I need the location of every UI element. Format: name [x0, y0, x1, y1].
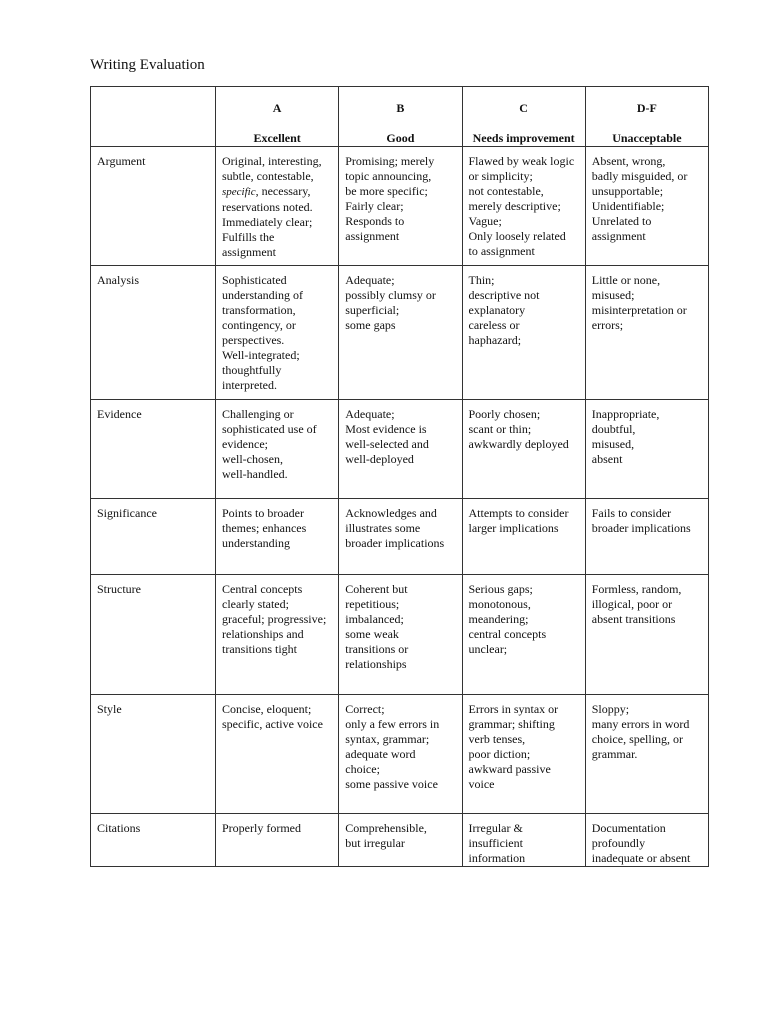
cell-text-line: possibly clumsy or [345, 288, 436, 302]
cell-citations-a [216, 814, 339, 867]
cell-text-line: Fairly clear; [345, 199, 404, 213]
cell-text-line: many errors in word [591, 717, 690, 731]
document-title: Writing Evaluation [90, 57, 205, 73]
cell-text-line: imbalanced; [345, 612, 404, 626]
cell-analysis-a [216, 266, 339, 400]
cell-text-line: contingency, or [222, 318, 296, 332]
cell-text-line: themes; enhances [222, 521, 307, 535]
cell-text-line: understanding of [222, 288, 303, 302]
cell-text-line: doubtful, [591, 422, 636, 436]
cell-significance-c [462, 499, 585, 575]
cell-style-d-f [585, 695, 708, 814]
cell-text-line: Central concepts [222, 582, 303, 596]
cell-text-line: be more specific; [345, 184, 428, 198]
cell-argument-a [216, 147, 339, 266]
rubric-row-evidence [91, 400, 709, 499]
column-header-c [462, 87, 585, 147]
cell-evidence-c [462, 400, 585, 499]
cell-text-line: Sloppy; [591, 702, 630, 716]
cell-text-line: haphazard; [468, 333, 522, 347]
cell-text-line: clearly stated; [222, 597, 289, 611]
cell-text-line: misinterpretation or [591, 303, 687, 317]
cell-text-line: not contestable, [468, 184, 544, 198]
column-header-a [216, 87, 339, 147]
cell-evidence-d-f [585, 400, 708, 499]
cell-text-line: only a few errors in [345, 717, 440, 731]
cell-structure-b [339, 575, 462, 695]
header-row [91, 87, 709, 147]
cell-analysis-b [339, 266, 462, 400]
criterion-label: Argument [91, 147, 216, 266]
cell-text-line: insufficient [468, 836, 523, 850]
cell-text-line: assignment [591, 229, 646, 243]
criterion-label: Significance [91, 499, 216, 575]
cell-text-line: perspectives. [222, 333, 285, 347]
cell-text-line: descriptive not [468, 288, 540, 302]
cell-style-a [216, 695, 339, 814]
cell-text-line: Promising; merely [345, 154, 435, 168]
cell-text-line: or simplicity; [468, 169, 533, 183]
column-header-d-f [585, 87, 708, 147]
cell-text-line: subtle, contestable, [222, 169, 314, 183]
rubric-row-argument [91, 147, 709, 266]
corner-cell [91, 87, 216, 147]
cell-text-line: syntax, grammar; [345, 732, 430, 746]
cell-text-line: Original, interesting, [222, 154, 322, 168]
cell-text-line: Errors in syntax or [468, 702, 559, 716]
cell-text-line: monotonous, [468, 597, 531, 611]
cell-text-line: Serious gaps; [468, 582, 533, 596]
cell-text-line: interpreted. [222, 378, 277, 392]
cell-text-line: Only loosely related [468, 229, 566, 243]
cell-text-line: Coherent but [345, 582, 408, 596]
grade-label: Excellent [253, 131, 301, 145]
cell-text-line: Irregular & [468, 821, 523, 835]
cell-text-line: grammar. [591, 747, 638, 761]
cell-text-line: Correct; [345, 702, 385, 716]
criterion-label: Analysis [91, 266, 216, 400]
cell-text-line: verb tenses, [468, 732, 526, 746]
cell-text-line: understanding [222, 536, 290, 550]
cell-text-line: superficial; [345, 303, 400, 317]
cell-text-line: some gaps [345, 318, 396, 332]
cell-evidence-b [339, 400, 462, 499]
rubric-row-significance [91, 499, 709, 575]
cell-text-line: scant or thin; [468, 422, 532, 436]
cell-text-line: merely descriptive; [468, 199, 561, 213]
cell-significance-d-f [585, 499, 708, 575]
cell-text-line: well-selected and [345, 437, 429, 451]
cell-style-b [339, 695, 462, 814]
cell-text-line: Fails to consider [591, 506, 672, 520]
grade-letter: B [396, 101, 405, 115]
cell-text-line: Adequate; [345, 273, 395, 287]
rubric-table [90, 86, 709, 867]
cell-analysis-c [462, 266, 585, 400]
cell-text-line: central concepts [468, 627, 547, 641]
cell-structure-a [216, 575, 339, 695]
cell-text-line: evidence; [222, 437, 268, 451]
cell-text-line: absent transitions [591, 612, 676, 626]
cell-text-line: Unrelated to [591, 214, 652, 228]
cell-text-line: Absent, wrong, [591, 154, 666, 168]
cell-significance-a [216, 499, 339, 575]
cell-text-line: Points to broader [222, 506, 304, 520]
cell-text-line: thoughtfully [222, 363, 282, 377]
cell-text-line: Vague; [468, 214, 502, 228]
grade-label: Unacceptable [612, 131, 682, 145]
cell-argument-b [339, 147, 462, 266]
grade-letter: D-F [636, 101, 657, 115]
cell-text-line: Well-integrated; [222, 348, 300, 362]
cell-argument-c [462, 147, 585, 266]
criterion-label: Style [91, 695, 216, 814]
cell-text-line: specific, active voice [222, 717, 323, 731]
cell-text-line: transitions or [345, 642, 409, 656]
cell-text-line: Attempts to consider [468, 506, 569, 520]
cell-text-line: grammar; shifting [468, 717, 555, 731]
cell-text-line: but irregular [345, 836, 405, 850]
cell-text-line: Poorly chosen; [468, 407, 541, 421]
grade-letter: A [272, 101, 282, 115]
cell-text-line: well-deployed [345, 452, 414, 466]
cell-text-line: Concise, eloquent; [222, 702, 312, 716]
cell-text-line: some passive voice [345, 777, 438, 791]
cell-citations-b [339, 814, 462, 867]
cell-text-line: badly misguided, or [591, 169, 688, 183]
cell-text-line: illogical, poor or [591, 597, 673, 611]
criterion-label: Citations [91, 814, 216, 867]
cell-text-line: profoundly [591, 836, 646, 850]
cell-text-line: Little or none, [591, 273, 661, 287]
cell-text-line: Formless, random, [591, 582, 682, 596]
grade-letter: C [519, 101, 528, 115]
cell-text-line: Immediately clear; [222, 215, 313, 229]
cell-text-line: specific, necessary, [222, 184, 311, 198]
cell-text-line: to assignment [468, 244, 535, 258]
cell-text-line: adequate word [345, 747, 416, 761]
cell-text-line: broader implications [345, 536, 445, 550]
cell-text-line: information [468, 851, 526, 865]
cell-text-line: Most evidence is [345, 422, 427, 436]
cell-text-line: assignment [345, 229, 400, 243]
cell-text-line: explanatory [468, 303, 526, 317]
cell-text-line: transitions tight [222, 642, 297, 656]
cell-text-line: awkwardly deployed [468, 437, 569, 451]
rubric-row-citations [91, 814, 709, 867]
cell-text-line: some weak [345, 627, 399, 641]
cell-text-line: misused; [591, 288, 635, 302]
cell-text-line: choice; [345, 762, 380, 776]
cell-text-line: awkward passive [468, 762, 551, 776]
cell-analysis-d-f [585, 266, 708, 400]
cell-text-line: graceful; progressive; [222, 612, 327, 626]
grade-label: Good [386, 131, 415, 145]
cell-text-line: Adequate; [345, 407, 395, 421]
cell-text-line: Sophisticated [222, 273, 287, 287]
cell-style-c [462, 695, 585, 814]
cell-text-line: repetitious; [345, 597, 400, 611]
cell-text-line: Thin; [468, 273, 495, 287]
cell-text-line: well-chosen, [222, 452, 283, 466]
cell-structure-c [462, 575, 585, 695]
cell-text-line: reservations noted. [222, 200, 313, 214]
cell-text-line: well-handled. [222, 467, 288, 481]
cell-text-line: choice, spelling, or [591, 732, 684, 746]
cell-text-line: voice [468, 777, 495, 791]
rubric-row-analysis [91, 266, 709, 400]
cell-text-line: broader implications [591, 521, 691, 535]
cell-text-line: Challenging or [222, 407, 294, 421]
cell-evidence-a [216, 400, 339, 499]
grade-label: Needs improvement [472, 131, 575, 145]
cell-text-line: assignment [222, 245, 276, 259]
cell-text-line: absent [591, 452, 623, 466]
cell-text-line: transformation, [222, 303, 296, 317]
cell-text-line: poor diction; [468, 747, 531, 761]
cell-text-line: Inappropriate, [591, 407, 660, 421]
rubric-row-structure [91, 575, 709, 695]
cell-text-line: Fulfills the [222, 230, 275, 244]
cell-text-line: topic announcing, [345, 169, 432, 183]
cell-text-line: inadequate or absent [591, 851, 691, 865]
cell-text-line: misused, [591, 437, 635, 451]
cell-text-line: Responds to [345, 214, 405, 228]
cell-text-line: Properly formed [222, 821, 301, 835]
criterion-label: Structure [91, 575, 216, 695]
cell-text-line: meandering; [468, 612, 529, 626]
cell-citations-c [462, 814, 585, 867]
cell-text-line: Unidentifiable; [591, 199, 665, 213]
cell-text-line: unclear; [468, 642, 508, 656]
cell-text-line: sophisticated use of [222, 422, 317, 436]
cell-text-line: relationships and [222, 627, 304, 641]
cell-text-line: illustrates some [345, 521, 421, 535]
cell-text-line: errors; [591, 318, 624, 332]
criterion-label: Evidence [91, 400, 216, 499]
column-header-b [339, 87, 462, 147]
cell-text-line: Acknowledges and [345, 506, 437, 520]
cell-text-line: unsupportable; [591, 184, 664, 198]
cell-argument-d-f [585, 147, 708, 266]
cell-text-line: careless or [468, 318, 520, 332]
rubric-row-style [91, 695, 709, 814]
emphasized-text: specific [222, 186, 256, 198]
cell-text-line: larger implications [468, 521, 559, 535]
cell-significance-b [339, 499, 462, 575]
cell-citations-d-f [585, 814, 708, 867]
cell-text-line: Documentation [591, 821, 666, 835]
cell-text-line: relationships [345, 657, 407, 671]
cell-text-line: Flawed by weak logic [468, 154, 575, 168]
cell-text-line: Comprehensible, [345, 821, 427, 835]
cell-structure-d-f [585, 575, 708, 695]
